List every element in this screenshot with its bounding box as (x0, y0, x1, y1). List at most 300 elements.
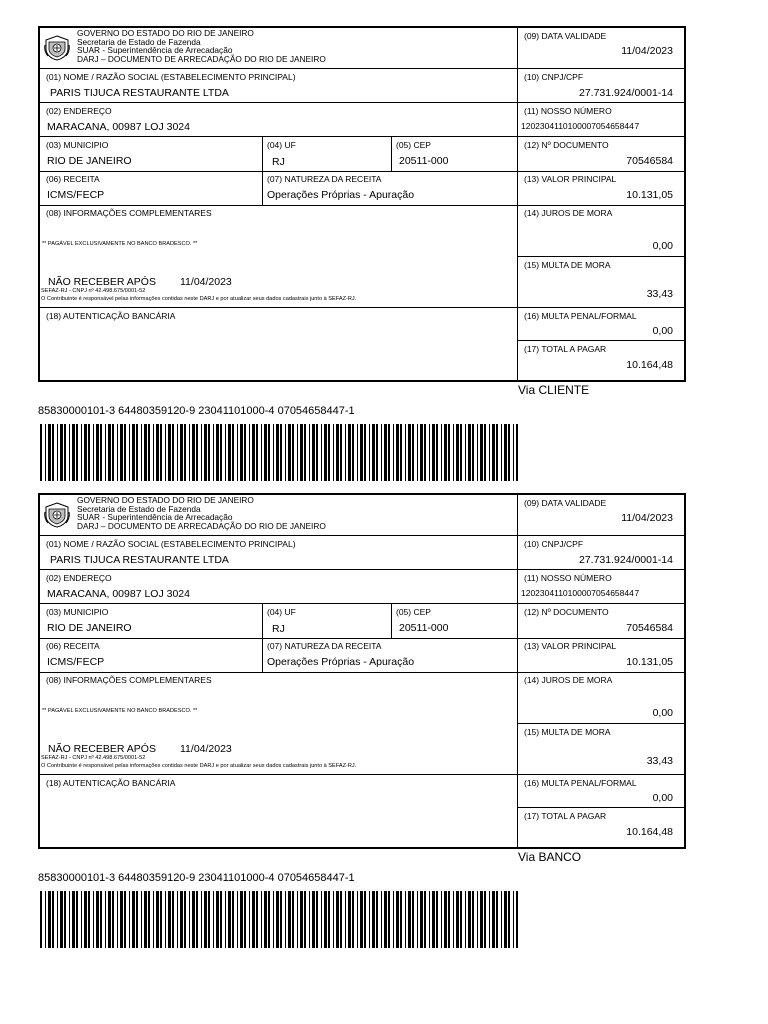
barcode-bar (156, 891, 159, 948)
barcode (40, 891, 518, 948)
column-divider (262, 603, 263, 672)
barcode-bar (60, 424, 63, 481)
barcode-bar (408, 891, 411, 948)
barcode-bar (148, 424, 150, 481)
barcode-bar (480, 891, 483, 948)
barcode-bar (132, 891, 135, 948)
cnpj-value: 27.731.924/0001-14 (578, 554, 673, 566)
barcode-bar (480, 424, 483, 481)
barcode-bar (268, 424, 270, 481)
barcode-bar (309, 424, 310, 481)
n-documento-label: (12) Nº DOCUMENTO (524, 607, 609, 617)
header-line-1: GOVERNO DO ESTADO DO RIO DE JANEIRO (77, 28, 254, 38)
total-value: 10.164,48 (626, 826, 673, 838)
barcode-bar (88, 424, 90, 481)
barcode-bar (496, 424, 498, 481)
barcode-bar (216, 891, 219, 948)
barcode-bar (432, 424, 435, 481)
barcode-bar (165, 424, 166, 481)
barcode-bar (364, 891, 366, 948)
barcode-bar (220, 891, 222, 948)
barcode-bar (100, 424, 102, 481)
cnpj-label: (10) CNPJ/CPF (524, 539, 584, 549)
natureza-value: Operações Próprias - Apuração (267, 656, 415, 668)
barcode-bar (244, 424, 246, 481)
barcode-bar (108, 891, 111, 948)
barcode-bar (208, 891, 210, 948)
barcode-bar (76, 891, 78, 948)
barcode-bar (328, 891, 330, 948)
barcode-bar (156, 424, 159, 481)
barcode-bar (192, 891, 195, 948)
barcode-bar (237, 424, 238, 481)
barcode-bar (172, 424, 174, 481)
total-label: (17) TOTAL A PAGAR (524, 811, 607, 821)
barcode-bar (52, 891, 54, 948)
barcode-bar (81, 424, 82, 481)
barcode-bar (120, 424, 123, 481)
barcode-bar (160, 424, 162, 481)
barcode-bar (424, 424, 426, 481)
data-validade-label: (09) DATA VALIDADE (524, 31, 607, 41)
multa-value: 33,43 (646, 288, 673, 300)
contribuinte-note: O Contribuinte é responsável pelas informações contidas neste DARJ e por atualizar seus dados cadastrais junto à SEFAZ-RJ. (41, 763, 357, 769)
barcode-bar (196, 891, 198, 948)
row-divider (517, 723, 686, 724)
agency-header (77, 496, 326, 530)
barcode-bar (484, 891, 486, 948)
valor-principal-value: 10.131,05 (626, 656, 673, 668)
row-divider (517, 535, 686, 536)
barcode-bar (45, 424, 46, 481)
natureza-value: Operações Próprias - Apuração (267, 189, 415, 201)
barcode-bar (76, 424, 78, 481)
barcode-bar (168, 424, 171, 481)
barcode-bar (124, 424, 126, 481)
barcode-bar (189, 891, 190, 948)
barcode-bar (261, 424, 262, 481)
column-divider (517, 495, 518, 847)
row-divider (40, 102, 686, 103)
info-note: ** PAGÁVEL EXCLUSIVAMENTE NO BANCO BRADESCO. ** (42, 708, 198, 714)
barcode-bar (225, 891, 226, 948)
barcode-bar (288, 891, 291, 948)
barcode-bar (324, 424, 327, 481)
barcode-bar (316, 891, 318, 948)
barcode-bar (81, 891, 82, 948)
barcode-bar (381, 891, 382, 948)
barcode-bar (172, 891, 174, 948)
barcode-bar (105, 424, 106, 481)
cep-value: 20511-000 (399, 622, 449, 634)
barcode-bar (444, 891, 447, 948)
barcode-bar (285, 424, 286, 481)
endereco-label: (02) ENDEREÇO (46, 573, 112, 583)
barcode-bar (120, 891, 123, 948)
barcode-bar (424, 891, 426, 948)
nosso-numero-label: (11) NOSSO NÚMERO (524, 106, 612, 116)
barcode-bar (340, 424, 342, 481)
barcode-bar (225, 424, 226, 481)
row-divider (517, 807, 686, 808)
barcode-bar (297, 424, 298, 481)
barcode-bar (244, 891, 246, 948)
barcode-bar (177, 424, 178, 481)
barcode-bar (436, 891, 438, 948)
via-label: Via BANCO (518, 850, 582, 864)
info-note: ** PAGÁVEL EXCLUSIVAMENTE NO BANCO BRADESCO. ** (42, 241, 198, 247)
barcode-bar (345, 891, 346, 948)
row-divider (517, 340, 686, 341)
barcode-bar (489, 891, 490, 948)
barcode-bar (372, 424, 375, 481)
barcode-bar (492, 891, 495, 948)
barcode-bar (136, 891, 138, 948)
barcode-bar (412, 891, 414, 948)
data-validade-value: 11/04/2023 (621, 512, 673, 524)
n-documento-value: 70546584 (626, 155, 673, 167)
barcode-bar (360, 891, 363, 948)
barcode-bar (448, 891, 450, 948)
cnpj-value: 27.731.924/0001-14 (578, 87, 673, 99)
municipio-value: RIO DE JANEIRO (47, 155, 132, 167)
barcode-bar (72, 424, 75, 481)
receita-value: ICMS/FECP (47, 656, 105, 668)
barcode-bar (93, 424, 94, 481)
barcode-bar (513, 891, 514, 948)
barcode-bar (477, 891, 478, 948)
barcode-digits: 85830000101-3 64480359120-9 23041101000-4 07054658447-1 (38, 405, 355, 417)
barcode-bar (100, 891, 102, 948)
barcode-bar (508, 424, 510, 481)
barcode-bar (376, 424, 378, 481)
barcode-bar (189, 424, 190, 481)
barcode-bar (105, 891, 106, 948)
barcode-bar (276, 891, 279, 948)
barcode-bar (516, 424, 518, 481)
multa-penal-label: (16) MULTA PENAL/FORMAL (524, 311, 637, 321)
nome-value: PARIS TIJUCA RESTAURANTE LTDA (50, 554, 229, 566)
barcode-bar (72, 891, 75, 948)
barcode-bar (276, 424, 279, 481)
barcode-bar (220, 424, 222, 481)
barcode-bar (352, 424, 354, 481)
barcode-bar (84, 424, 87, 481)
row-divider (40, 535, 517, 536)
barcode-bar (297, 891, 298, 948)
nao-receber-label: NÃO RECEBER APÓS (48, 276, 156, 288)
n-documento-value: 70546584 (626, 622, 673, 634)
barcode-bar (264, 891, 267, 948)
multa-penal-value: 0,00 (652, 325, 673, 337)
receita-value: ICMS/FECP (47, 189, 105, 201)
barcode-bar (124, 891, 126, 948)
header-line-3: SUAR - Superintendência de Arrecadação (77, 512, 233, 523)
nosso-numero-value: 120230411010000705465844 7 (521, 121, 640, 131)
nao-receber-label: NÃO RECEBER APÓS (48, 743, 156, 755)
barcode-bar (412, 424, 414, 481)
barcode-bar (96, 424, 99, 481)
barcode-bar (384, 891, 387, 948)
barcode-bar (388, 424, 390, 481)
barcode-bar (213, 891, 214, 948)
barcode-bar (204, 891, 207, 948)
column-divider (391, 136, 392, 171)
barcode-bar (489, 424, 490, 481)
barcode-bar (436, 424, 438, 481)
valor-principal-label: (13) VALOR PRINCIPAL (524, 641, 617, 651)
barcode-bar (232, 891, 234, 948)
barcode-bar (328, 424, 330, 481)
barcode-bar (381, 424, 382, 481)
barcode-bar (429, 891, 430, 948)
contribuinte-note: O Contribuinte é responsável pelas informações contidas neste DARJ e por atualizar seus dados cadastrais junto à SEFAZ-RJ. (41, 296, 357, 302)
row-divider (40, 774, 686, 775)
endereco-label: (02) ENDEREÇO (46, 106, 112, 116)
barcode-bar (273, 891, 274, 948)
juros-value: 0,00 (652, 240, 673, 252)
barcode-bar (456, 891, 459, 948)
autenticacao-label: (18) AUTENTICAÇÃO BANCÁRIA (46, 311, 176, 321)
multa-penal-value: 0,00 (652, 792, 673, 804)
barcode-bar (460, 891, 462, 948)
barcode-bar (108, 424, 111, 481)
barcode-bar (69, 891, 70, 948)
barcode-bar (256, 424, 258, 481)
column-divider (391, 603, 392, 638)
header-line-4: DARJ – DOCUMENTO DE ARRECADAÇÃO DO RIO DE JANEIRO (77, 53, 326, 64)
barcode-bar (52, 424, 54, 481)
barcode-bar (240, 891, 243, 948)
header-line-1: GOVERNO DO ESTADO DO RIO DE JANEIRO (77, 495, 254, 505)
barcode-bar (117, 891, 118, 948)
header-line-2: Secretaria de Estado de Fazenda (77, 503, 201, 514)
barcode-bar (492, 424, 495, 481)
row-divider (40, 569, 686, 570)
barcode-bar (252, 424, 255, 481)
barcode-bar (369, 424, 370, 481)
barcode-bar (88, 891, 90, 948)
barcode-bar (420, 891, 423, 948)
barcode-bar (340, 891, 342, 948)
nosso-numero-label: (11) NOSSO NÚMERO (524, 573, 612, 583)
uf-value: RJ (272, 623, 285, 635)
barcode-bar (400, 891, 402, 948)
barcode-bar (144, 891, 147, 948)
barcode-bar (420, 424, 423, 481)
multa-label: (15) MULTA DE MORA (524, 727, 611, 737)
barcode-bar (393, 891, 394, 948)
barcode-bar (93, 891, 94, 948)
barcode-bar (321, 891, 322, 948)
barcode-bar (184, 424, 186, 481)
barcode-bar (321, 424, 322, 481)
barcode-bar (228, 891, 231, 948)
barcode-bar (453, 424, 454, 481)
barcode-bar (316, 424, 318, 481)
row-divider (40, 672, 686, 673)
barcode-bar (256, 891, 258, 948)
barcode-bar (513, 424, 514, 481)
juros-value: 0,00 (652, 707, 673, 719)
barcode-bar (304, 424, 306, 481)
barcode-bar (112, 424, 114, 481)
barcode-bar (460, 424, 462, 481)
barcode-bar (496, 891, 498, 948)
barcode-bar (465, 424, 466, 481)
barcode-bar (64, 424, 66, 481)
row-divider (40, 68, 517, 69)
row-divider (40, 171, 686, 172)
barcode-bar (312, 891, 315, 948)
barcode-bar (432, 891, 435, 948)
darj-slip (38, 493, 686, 849)
barcode-bar (336, 424, 339, 481)
nome-label: (01) NOME / RAZÃO SOCIAL (ESTABELECIMENTO PRINCIPAL) (46, 72, 296, 82)
barcode-bar (484, 424, 486, 481)
barcode-bar (45, 891, 46, 948)
sefaz-cnpj: SEFAZ-RJ - CNPJ nº 42.498.675/0001-52 (41, 755, 146, 761)
total-label: (17) TOTAL A PAGAR (524, 344, 607, 354)
natureza-label: (07) NATUREZA DA RECEITA (267, 174, 382, 184)
barcode-bar (57, 424, 58, 481)
barcode-bar (48, 424, 51, 481)
barcode-bar (292, 424, 294, 481)
barcode-bar (129, 891, 130, 948)
receita-label: (06) RECEITA (46, 641, 100, 651)
juros-label: (14) JUROS DE MORA (524, 675, 613, 685)
barcode-bar (465, 891, 466, 948)
barcode-bar (504, 891, 507, 948)
cep-label: (05) CEP (396, 607, 431, 617)
nome-label: (01) NOME / RAZÃO SOCIAL (ESTABELECIMENTO PRINCIPAL) (46, 539, 296, 549)
total-value: 10.164,48 (626, 359, 673, 371)
row-divider (40, 603, 686, 604)
data-validade-label: (09) DATA VALIDADE (524, 498, 607, 508)
nao-receber-date: 11/04/2023 (180, 276, 232, 288)
cep-value: 20511-000 (399, 155, 449, 167)
barcode-bar (448, 424, 450, 481)
barcode-bar (444, 424, 447, 481)
barcode-bar (153, 891, 154, 948)
barcode-bar (292, 891, 294, 948)
barcode-bar (184, 891, 186, 948)
barcode-bar (252, 891, 255, 948)
barcode-bar (96, 891, 99, 948)
barcode-bar (285, 891, 286, 948)
sefaz-cnpj: SEFAZ-RJ - CNPJ nº 42.498.675/0001-52 (41, 288, 146, 294)
barcode-bar (364, 424, 366, 481)
barcode-bar (456, 424, 459, 481)
barcode-bar (384, 424, 387, 481)
barcode-bar (84, 891, 87, 948)
rj-coat-of-arms-icon (44, 502, 70, 528)
barcode-bar (376, 891, 378, 948)
rj-coat-of-arms-icon (44, 35, 70, 61)
uf-label: (04) UF (267, 140, 296, 150)
barcode-bar (232, 424, 234, 481)
barcode-bar (501, 891, 502, 948)
endereco-value: MARACANA, 00987 LOJ 3024 (47, 121, 190, 133)
barcode-bar (312, 424, 315, 481)
barcode-bar (309, 891, 310, 948)
barcode-bar (144, 424, 147, 481)
barcode-bar (64, 891, 66, 948)
barcode-bar (472, 891, 474, 948)
barcode-bar (180, 424, 183, 481)
row-divider (517, 68, 686, 69)
barcode-bar (400, 424, 402, 481)
multa-label: (15) MULTA DE MORA (524, 260, 611, 270)
barcode-bar (228, 424, 231, 481)
row-divider (40, 205, 686, 206)
barcode-bar (141, 424, 142, 481)
barcode-bar (237, 891, 238, 948)
barcode-bar (249, 891, 250, 948)
barcode-bar (280, 424, 282, 481)
darj-slip (38, 26, 686, 382)
barcode-bar (333, 424, 334, 481)
juros-label: (14) JUROS DE MORA (524, 208, 613, 218)
barcode-bar (288, 424, 291, 481)
barcode-bar (360, 424, 363, 481)
barcode-bar (417, 891, 418, 948)
header-line-4: DARJ – DOCUMENTO DE ARRECADAÇÃO DO RIO DE JANEIRO (77, 520, 326, 531)
nome-value: PARIS TIJUCA RESTAURANTE LTDA (50, 87, 229, 99)
info-label: (08) INFORMAÇÕES COMPLEMENTARES (46, 208, 212, 218)
barcode-bar (348, 891, 351, 948)
barcode-bar (273, 424, 274, 481)
barcode-bar (40, 891, 42, 948)
barcode-bar (468, 891, 471, 948)
barcode-bar (417, 424, 418, 481)
multa-penal-label: (16) MULTA PENAL/FORMAL (524, 778, 637, 788)
barcode-bar (60, 891, 63, 948)
barcode-bar (208, 424, 210, 481)
barcode-bar (148, 891, 150, 948)
natureza-label: (07) NATUREZA DA RECEITA (267, 641, 382, 651)
barcode-bar (393, 424, 394, 481)
barcode-bar (57, 891, 58, 948)
barcode-bar (300, 891, 303, 948)
barcode-bar (180, 891, 183, 948)
row-divider (40, 307, 686, 308)
column-divider (262, 136, 263, 205)
cnpj-label: (10) CNPJ/CPF (524, 72, 584, 82)
barcode-bar (204, 424, 207, 481)
header-line-3: SUAR - Superintendência de Arrecadação (77, 45, 233, 56)
barcode-bar (268, 891, 270, 948)
barcode-bar (48, 891, 51, 948)
barcode-bar (280, 891, 282, 948)
barcode-bar (129, 424, 130, 481)
municipio-value: RIO DE JANEIRO (47, 622, 132, 634)
barcode-bar (396, 891, 399, 948)
barcode-bar (441, 424, 442, 481)
endereco-value: MARACANA, 00987 LOJ 3024 (47, 588, 190, 600)
barcode-bar (408, 424, 411, 481)
barcode-bar (136, 424, 138, 481)
barcode-bar (388, 891, 390, 948)
cep-label: (05) CEP (396, 140, 431, 150)
barcode-bar (357, 891, 358, 948)
barcode-bar (117, 424, 118, 481)
barcode-bar (501, 424, 502, 481)
valor-principal-label: (13) VALOR PRINCIPAL (524, 174, 617, 184)
barcode-bar (504, 424, 507, 481)
barcode-bar (165, 891, 166, 948)
barcode-bar (264, 424, 267, 481)
